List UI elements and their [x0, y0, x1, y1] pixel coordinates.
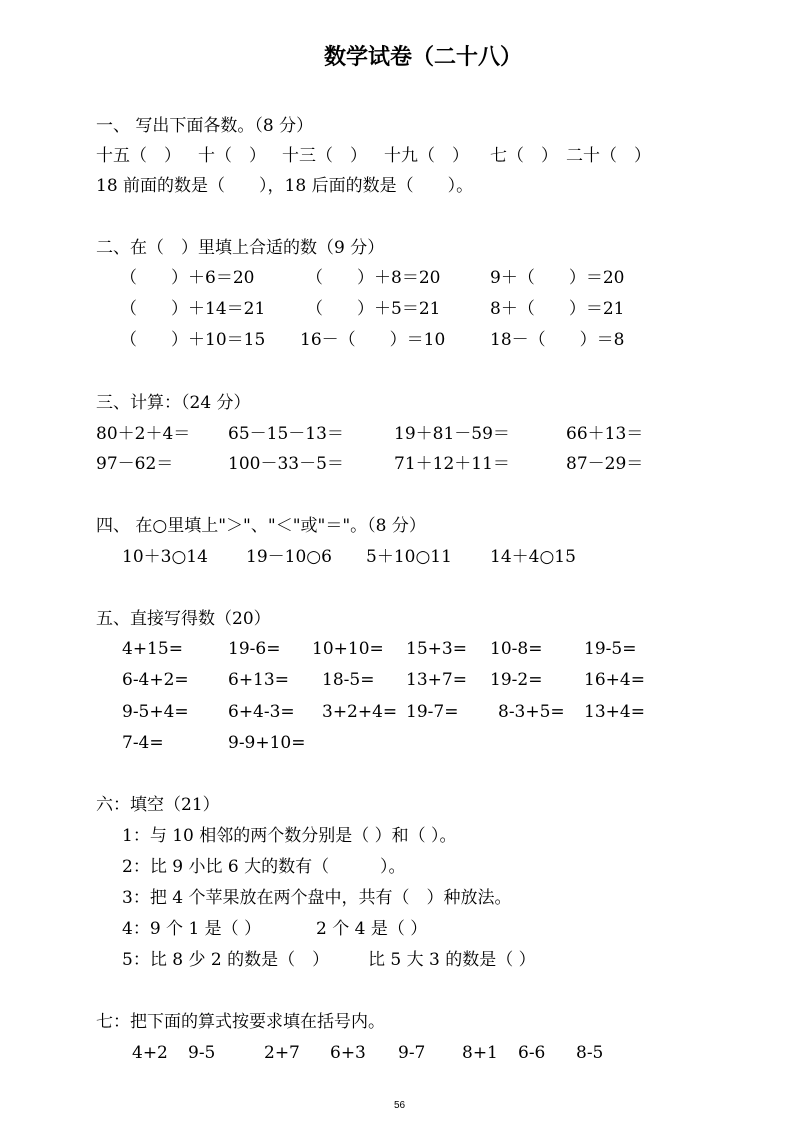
section-2-heading: 二、在（ ）里填上合适的数（9 分） [96, 238, 385, 258]
s3-r1-c2: 65－15－13＝ [228, 424, 344, 444]
s6-question-4a: 4：9 个 1 是（ ） [122, 919, 262, 939]
s2-r1-c1: （ ）＋6＝20 [120, 268, 255, 288]
s3-r2-c1: 97－62＝ [96, 454, 174, 474]
s1-number-3: 十三（ ） [282, 146, 367, 166]
s2-r2-c1: （ ）＋14＝21 [120, 299, 266, 319]
s5-r1-c2: 19-6= [228, 639, 281, 659]
s1-number-2: 十（ ） [198, 146, 266, 166]
section-7-heading: 七：把下面的算式按要求填在括号内。 [96, 1012, 385, 1032]
s2-r2-c3: 8＋（ ）＝21 [490, 299, 625, 319]
s3-r2-c3: 71＋12＋11＝ [394, 454, 510, 474]
s1-neighbors-line: 18 前面的数是（ ），18 后面的数是（ ）。 [96, 176, 474, 196]
s6-question-1: 1：与 10 相邻的两个数分别是（ ）和（ ）。 [122, 826, 457, 846]
s1-number-6: 二十（ ） [566, 146, 651, 166]
s4-item-2: 19－10○6 [246, 547, 332, 567]
s3-r2-c4: 87－29＝ [566, 454, 644, 474]
s7-item-7: 6-6 [518, 1043, 546, 1063]
s5-r1-c4: 15+3= [406, 639, 467, 659]
s5-r1-c5: 10-8= [490, 639, 543, 659]
s1-number-1: 十五（ ） [96, 146, 181, 166]
section-5-heading: 五、直接写得数（20） [96, 609, 271, 629]
exam-title: 数学试卷（二十八） [324, 44, 523, 70]
s4-item-4: 14＋4○15 [490, 547, 576, 567]
s6-question-5b: 比 5 大 3 的数是（ ） [368, 950, 536, 970]
s6-question-3: 3：把 4 个苹果放在两个盘中，共有（ ）种放法。 [122, 888, 512, 908]
s7-item-3: 2+7 [264, 1043, 300, 1063]
s5-r4-c2: 9-9+10= [228, 733, 306, 753]
s6-question-2: 2：比 9 小比 6 大的数有（ ）。 [122, 857, 406, 877]
s4-item-3: 5＋10○11 [366, 547, 452, 567]
s6-question-5a: 5：比 8 少 2 的数是（ ） [122, 950, 330, 970]
s5-r2-c2: 6+13= [228, 670, 289, 690]
s2-r3-c3: 18－（ ）＝8 [490, 330, 625, 350]
s5-r3-c4: 19-7= [406, 702, 459, 722]
s5-r2-c6: 16+4= [584, 670, 645, 690]
s2-r1-c2: （ ）＋8＝20 [306, 268, 441, 288]
s5-r1-c1: 4+15= [122, 639, 183, 659]
s2-r1-c3: 9＋（ ）＝20 [490, 268, 625, 288]
s5-r3-c2: 6+4-3= [228, 702, 295, 722]
s2-r3-c1: （ ）＋10＝15 [120, 330, 266, 350]
page-number: 56 [394, 1100, 406, 1111]
s1-number-5: 七（ ） [490, 146, 558, 166]
section-6-heading: 六：填空（21） [96, 795, 220, 815]
s5-r1-c6: 19-5= [584, 639, 637, 659]
s4-item-1: 10＋3○14 [122, 547, 208, 567]
section-3-heading: 三、计算：（24 分） [96, 393, 251, 413]
s7-item-6: 8+1 [462, 1043, 498, 1063]
s5-r3-c1: 9-5+4= [122, 702, 189, 722]
s7-item-5: 9-7 [398, 1043, 426, 1063]
s5-r2-c5: 19-2= [490, 670, 543, 690]
s5-r4-c1: 7-4= [122, 733, 164, 753]
s3-r2-c2: 100－33－5＝ [228, 454, 344, 474]
s5-r3-c6: 13+4= [584, 702, 645, 722]
section-4-heading: 四、 在○里填上"＞"、"＜"或"＝"。（8 分） [96, 516, 426, 536]
s5-r2-c1: 6-4+2= [122, 670, 189, 690]
s2-r3-c2: 16－（ ）＝10 [300, 330, 446, 350]
s3-r1-c1: 80＋2＋4＝ [96, 424, 191, 444]
s7-item-4: 6+3 [330, 1043, 366, 1063]
s5-r2-c3: 18-5= [322, 670, 375, 690]
s1-number-4: 十九（ ） [384, 146, 469, 166]
s7-item-2: 9-5 [188, 1043, 216, 1063]
s5-r1-c3: 10+10= [312, 639, 384, 659]
s3-r1-c3: 19＋81－59＝ [394, 424, 510, 444]
s6-question-4b: 2 个 4 是（ ） [316, 919, 428, 939]
s3-r1-c4: 66＋13＝ [566, 424, 644, 444]
s5-r3-c3: 3+2+4= [322, 702, 398, 722]
section-1-heading: 一、 写出下面各数。（8 分） [96, 116, 314, 136]
s7-item-8: 8-5 [576, 1043, 604, 1063]
s2-r2-c2: （ ）＋5＝21 [306, 299, 441, 319]
s5-r2-c4: 13+7= [406, 670, 467, 690]
s5-r3-c5: 8-3+5= [498, 702, 565, 722]
s7-item-1: 4+2 [132, 1043, 168, 1063]
